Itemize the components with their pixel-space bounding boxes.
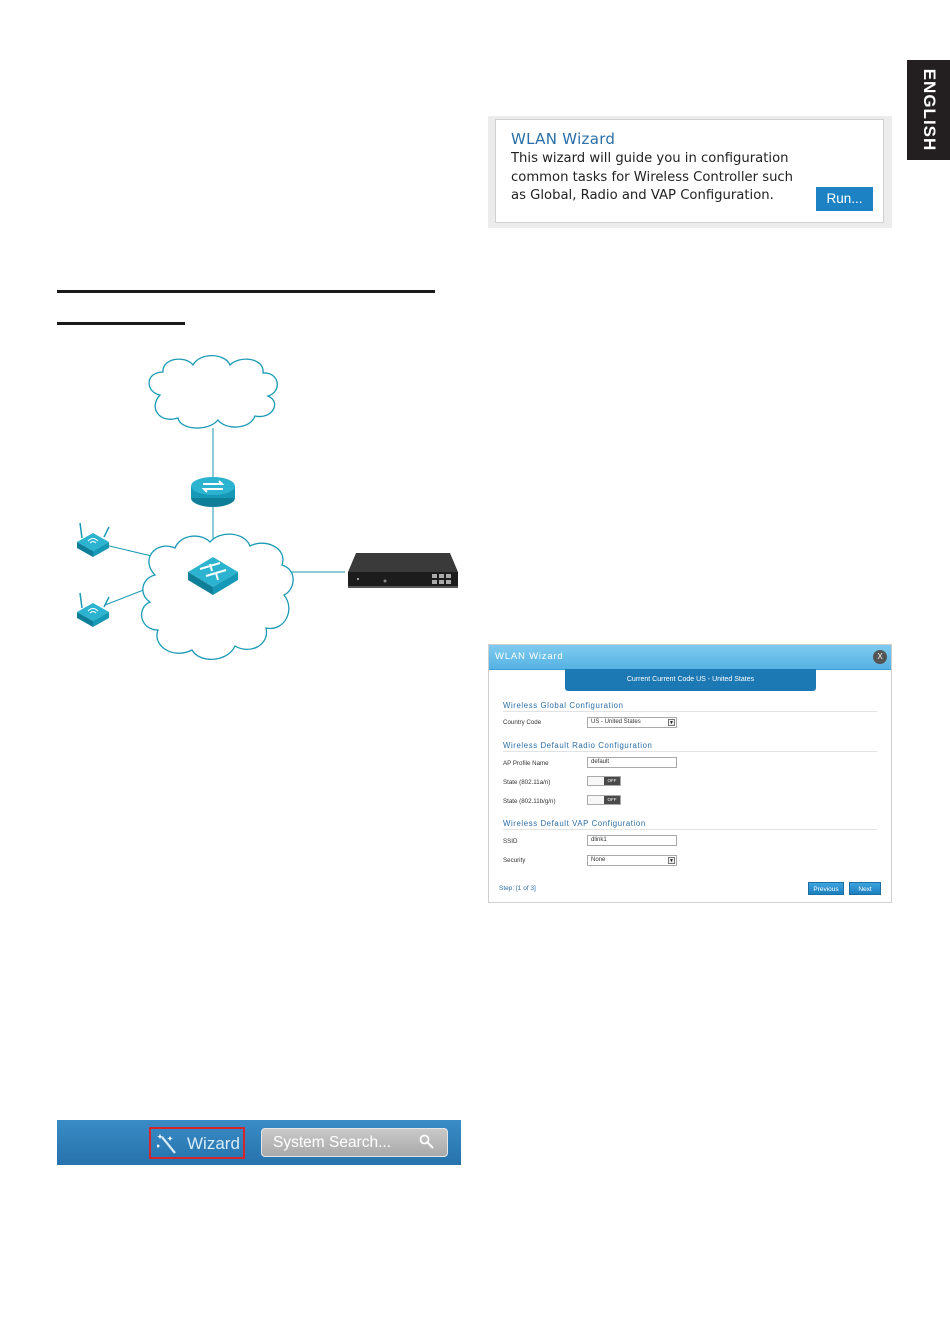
security-value: None [591, 857, 606, 863]
chevron-down-icon: ▼ [669, 858, 674, 864]
dialog-header [489, 645, 891, 670]
language-tab [907, 60, 950, 160]
ssid-label: SSID [503, 838, 518, 845]
ap-profile-label: AP Profile Name [503, 760, 549, 767]
section-divider [503, 711, 877, 712]
access-point-icon [77, 593, 109, 627]
wizard-card-line: This wizard will guide you in configuration [511, 151, 789, 166]
chevron-down-icon: ▼ [669, 720, 674, 726]
country-code-label: Country Code [503, 719, 542, 726]
security-select[interactable] [587, 855, 677, 866]
system-search-input[interactable] [261, 1128, 448, 1157]
search-icon [419, 1134, 435, 1150]
heading-rule-short [57, 322, 185, 325]
global-section-title: Wireless Global Configuration [503, 701, 624, 710]
ap-profile-input[interactable]: default [587, 757, 677, 768]
run-button[interactable]: Run... [816, 187, 873, 211]
state-a-label: State (802.11a/n) [503, 779, 551, 786]
search-placeholder: System Search... [273, 1134, 392, 1151]
wizard-card-title: WLAN Wizard [511, 130, 616, 148]
toggle-off-label: OFF [604, 777, 620, 785]
toggle-off-label: OFF [604, 796, 620, 804]
magic-wand-icon [157, 1133, 181, 1155]
ssid-input[interactable]: dlink1 [587, 835, 677, 846]
toggle-knob [588, 777, 605, 785]
wizard-link[interactable] [149, 1127, 245, 1159]
wlan-wizard-card [495, 119, 884, 223]
wlan-wizard-dialog [488, 644, 892, 903]
wizard-card-line: as Global, Radio and VAP Configuration. [511, 188, 774, 203]
top-toolbar [57, 1120, 461, 1165]
step-indicator: Step: [1 of 3] [499, 885, 536, 892]
network-diagram [60, 350, 470, 690]
section-divider [503, 751, 877, 752]
language-tab-label: ENGLISH [919, 68, 939, 152]
state-bg-toggle[interactable] [587, 795, 621, 805]
vap-section-title: Wireless Default VAP Configuration [503, 819, 646, 828]
lan-cloud-icon [142, 534, 294, 659]
previous-button[interactable]: Previous [808, 882, 844, 895]
next-button[interactable]: Next [849, 882, 881, 895]
country-code-banner: Current Current Code US - United States [565, 669, 816, 691]
wizard-card-description [511, 150, 801, 206]
wizard-card-line: common tasks for Wireless Controller such [511, 169, 794, 185]
internet-cloud-icon [149, 356, 277, 428]
access-point-icon [77, 523, 109, 557]
country-code-select[interactable] [587, 717, 677, 728]
wizard-label: Wizard [187, 1134, 240, 1153]
state-a-toggle[interactable] [587, 776, 621, 786]
heading-rule [57, 290, 435, 293]
router-icon [191, 477, 235, 507]
country-code-value: US - United States [591, 719, 641, 725]
radio-section-title: Wireless Default Radio Configuration [503, 741, 653, 750]
dialog-title: WLAN Wizard [495, 651, 564, 662]
security-label: Security [503, 857, 526, 864]
wireless-controller-device-icon [348, 553, 458, 588]
state-bg-label: State (802.11b/g/n) [503, 798, 556, 805]
close-icon[interactable]: X [873, 650, 887, 664]
section-divider [503, 829, 877, 830]
toggle-knob [588, 796, 605, 804]
